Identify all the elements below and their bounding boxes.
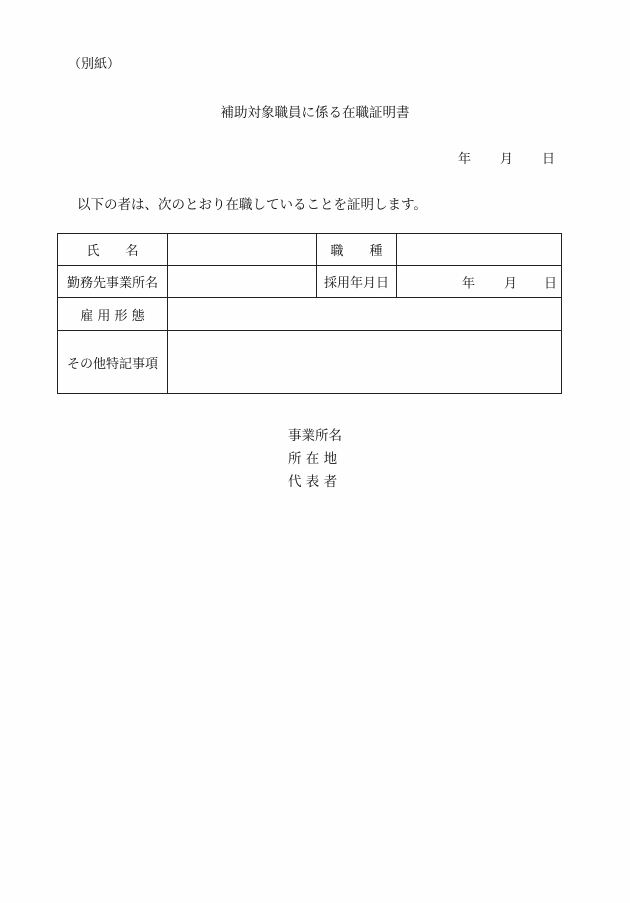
table-row-remarks: [58, 331, 562, 394]
annex-label: （別紙）: [68, 57, 121, 72]
representative-label: 代 表 者: [288, 474, 338, 490]
employment-type-field[interactable]: [168, 298, 562, 331]
document-title: 補助対象職員に係る在職証明書: [220, 105, 410, 121]
address-label: 所 在 地: [288, 451, 338, 467]
intro-statement: 以下の者は、次のとおり在職していることを証明します。: [77, 197, 427, 213]
table-row-name: [58, 234, 562, 266]
occupation-label: 職 種: [317, 234, 397, 266]
issue-date-month: 月: [500, 152, 514, 167]
issue-date-day: 日: [542, 152, 556, 167]
occupation-field[interactable]: [397, 234, 562, 266]
table-row-workplace: [58, 266, 562, 298]
hire-date-day: 日: [544, 276, 558, 291]
workplace-field[interactable]: [168, 266, 317, 298]
employment-type-label: 雇 用 形 態: [58, 298, 168, 331]
employee-info-table: [57, 233, 562, 394]
office-name-label: 事業所名: [288, 428, 342, 444]
hire-date-year: 年: [462, 276, 476, 291]
issue-date-year: 年: [458, 152, 472, 167]
remarks-field[interactable]: [168, 331, 562, 394]
name-label: 氏 名: [58, 234, 168, 266]
remarks-label: その他特記事項: [58, 331, 168, 394]
hire-date-field[interactable]: [397, 266, 562, 298]
name-field[interactable]: [168, 234, 317, 266]
workplace-label: 勤務先事業所名: [58, 266, 168, 298]
hire-date-month: 月: [504, 276, 518, 291]
table-row-employment-type: [58, 298, 562, 331]
hire-date-label: 採用年月日: [317, 266, 397, 298]
